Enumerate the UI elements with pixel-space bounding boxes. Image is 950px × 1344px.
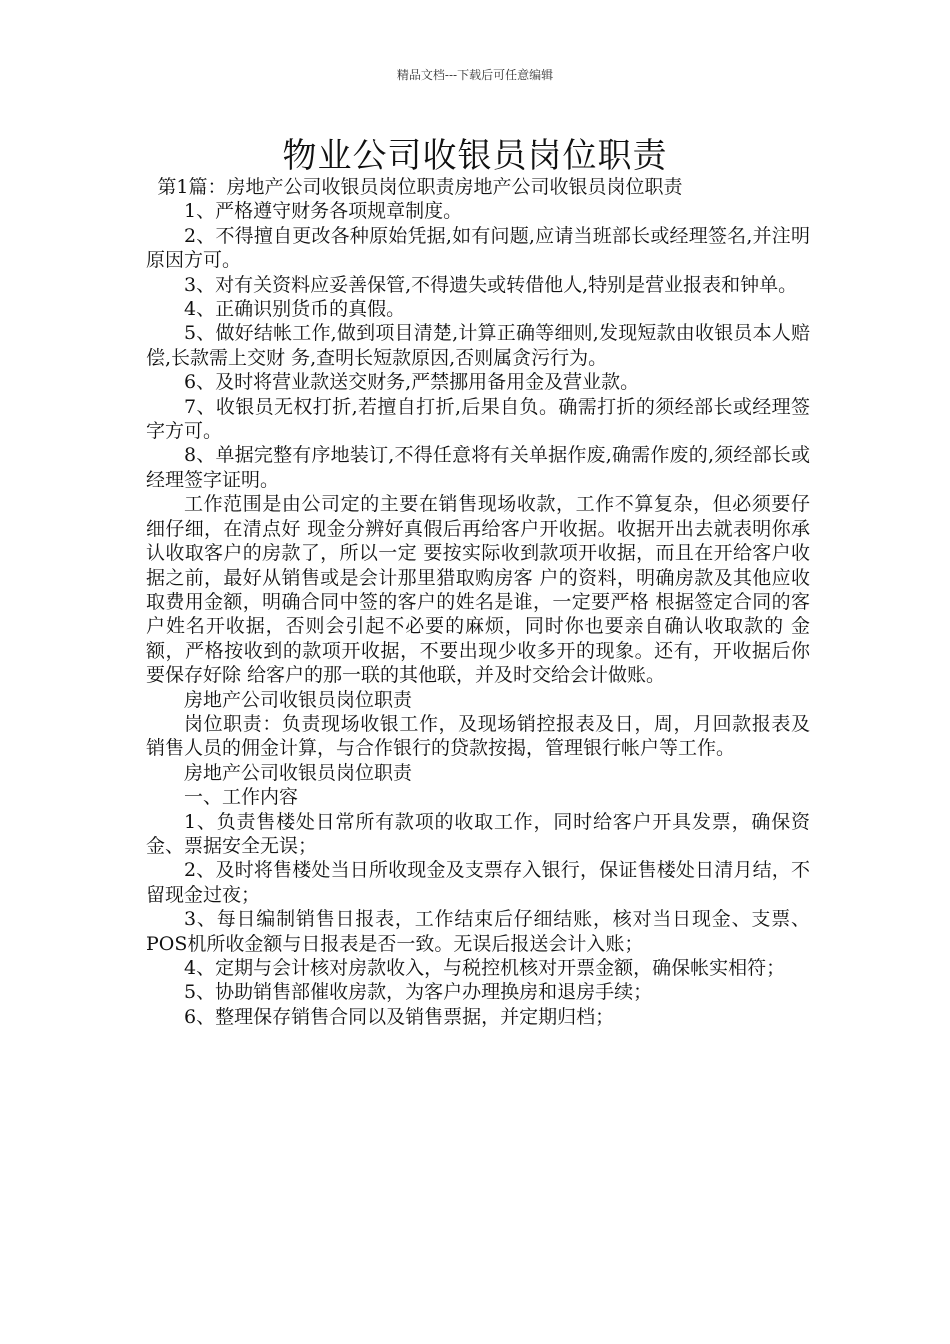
document-body (146, 175, 810, 1029)
paragraph: 7、收银员无权打折,若擅自打折,后果自负。确需打折的须经部长或经理签字方可。 (146, 395, 810, 443)
paragraph: 一、工作内容 (184, 786, 299, 809)
paragraph: 3、每日编制销售日报表，工作结束后仔细结账，核对当日现金、支票、POS机所收金额与日报表是否一致。无误后报送会计入账； (146, 908, 810, 955)
paragraph: 5、做好结帐工作,做到项目清楚,计算正确等细则,发现短款由收银员本人赔偿,长款需上交财 务,查明长短款原因,否则属贪污行为。 (146, 322, 810, 369)
paragraph: 6、整理保存销售合同以及销售票据，并定期归档； (184, 1005, 615, 1028)
paragraph: 3、对有关资料应妥善保管,不得遗失或转借他人,特别是营业报表和钟单。 (184, 273, 798, 296)
paragraph: 2、及时将售楼处当日所收现金及支票存入银行，保证售楼处日清月结，不留现金过夜； (146, 859, 810, 906)
paragraph: 房地产公司收银员岗位职责 (184, 761, 413, 784)
paragraph: 6、及时将营业款送交财务,严禁挪用备用金及营业款。 (184, 371, 640, 394)
paragraph: 5、协助销售部催收房款，为客户办理换房和退房手续； (184, 981, 653, 1004)
paragraph: 第1篇：房地产公司收银员岗位职责房地产公司收银员岗位职责 (157, 176, 683, 198)
paragraph: 房地产公司收银员岗位职责 (184, 688, 413, 711)
paragraph: 工作范围是由公司定的主要在销售现场收款，工作不算复杂，但必须要仔细仔细，在清点好 现金分辨好真假后再给客户开收据。收据开出去就表明你承认收取客户的房款了，所以一定 要按实际收到款项开收据，而且在开给客户收据之前，最好从销售或是会计那里猎取购房客 户的资料，明确房款及其他应收取费用金额，明确合同中签的客户的姓名是谁，一定要严格 根据签定合同的客户姓名开收据，否则会引起不必要的麻烦，同时你也要亲自确认收取款的 金额，严格按收到的款项开收据，不要出现少收多开的现象。还有，开收据后你要保存好除 给客户的那一联的其他联，并及时交给会计做账。 (146, 493, 810, 687)
document-title: 物业公司收银员岗位职责 (282, 136, 668, 176)
paragraph: 2、不得擅自更改各种原始凭据,如有问题,应请当班部长或经理签名,并注明原因方可。 (146, 224, 810, 272)
paragraph: 1、负责售楼处日常所有款项的收取工作，同时给客户开具发票，确保资金、票据安全无误； (146, 810, 810, 857)
paragraph: 8、单据完整有序地装订,不得任意将有关单据作废,确需作废的,须经部长或经理签字证明。 (146, 444, 810, 491)
paragraph: 岗位职责：负责现场收银工作，及现场销控报表及日，周，月回款报表及销售人员的佣金计算，与合作银行的贷款按揭，管理银行帐户等工作。 (146, 712, 810, 760)
paragraph: 4、定期与会计核对房款收入，与税控机核对开票金额，确保帐实相符； (184, 957, 786, 979)
paragraph: 1、严格遵守财务各项规章制度。 (184, 200, 463, 223)
paragraph: 4、正确识别货币的真假。 (184, 298, 406, 321)
page-header: 精品文档---下载后可任意编辑 (396, 68, 554, 82)
